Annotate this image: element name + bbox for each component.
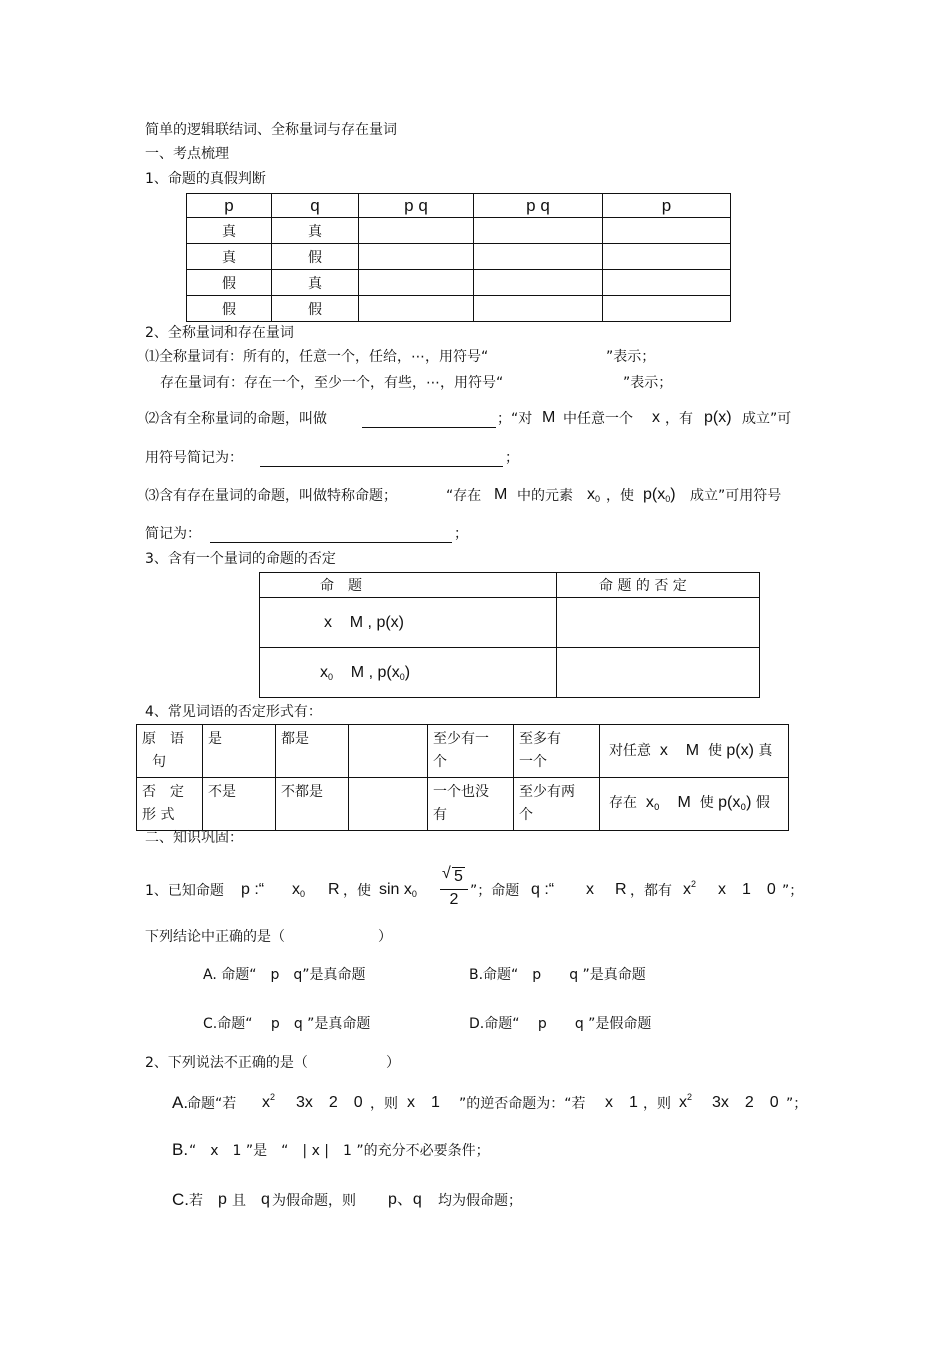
math-x: x (652, 409, 660, 426)
math-text: x 1 (407, 1094, 440, 1111)
math-text: x 1 0 (718, 881, 776, 898)
math-text: ) (746, 794, 752, 811)
cell-q: 假 (272, 244, 359, 270)
cell-text: 对任意 (609, 743, 651, 759)
text-fragment: 成立”可用符号 (690, 488, 782, 504)
subscript: 0 (300, 889, 306, 899)
option-b-text: “ x 1 ”是 “ | x | 1 ”的充分不必要条件； (189, 1143, 490, 1159)
text-fragment: 中任意一个 (563, 411, 633, 427)
text-fragment: ，使 (343, 883, 371, 899)
blank-cell (603, 244, 731, 270)
table-cell (428, 725, 514, 778)
existential-proposition-text: ⑶含有存在量词的命题，叫做特称命题； (145, 488, 397, 504)
cell-line: 至少有两 (519, 784, 575, 800)
universal-quantifier-line-end: ”表示； (606, 349, 656, 365)
header-negation: 命 题 的 否 定 (557, 573, 760, 598)
option-d: D.命题“ p q ”是假命题 (469, 1016, 652, 1032)
math-x: x (645, 794, 654, 811)
math-set-m: M (677, 794, 691, 811)
math-x-squared (262, 1094, 275, 1113)
text-fragment: 简记为： (145, 526, 201, 542)
math-text: M , p(x) (349, 613, 404, 631)
text-fragment: 用符号简记为： (145, 450, 243, 466)
math-p: p (218, 1191, 227, 1208)
header-p: p (187, 194, 272, 218)
math-set-r: R (328, 881, 340, 898)
math-text: p :“ (241, 881, 265, 898)
cell-text: 存在 (609, 795, 637, 811)
text-fragment: ，则 (370, 1096, 398, 1112)
blank-line (260, 466, 503, 467)
text-fragment: ； (505, 450, 519, 466)
cell-q: 真 (272, 218, 359, 244)
text-fragment: ；“对 (497, 411, 533, 427)
math-x: x (324, 613, 332, 631)
table-row (137, 725, 789, 778)
text-fragment: 为假命题，则 (272, 1193, 356, 1209)
fraction-denominator: 2 (440, 889, 468, 910)
existential-quantifier-line-end: ”表示； (623, 375, 673, 391)
question-1-prompt: 下列结论中正确的是（ (145, 929, 285, 945)
option-label: A. (172, 1093, 189, 1112)
blank-cell (359, 270, 474, 296)
text-fragment: 中的元素 (517, 488, 573, 504)
math-x: x (320, 663, 328, 681)
truth-table-row (187, 296, 731, 322)
text-fragment: “存在 (446, 488, 482, 504)
negation-table (259, 572, 760, 698)
doc-title: 简单的逻辑联结词、全称量词与存在量词 (145, 122, 397, 138)
cell-p: 真 (187, 218, 272, 244)
truth-table-header (187, 194, 731, 218)
math-x0 (587, 486, 600, 505)
table-cell: 不是 (203, 778, 276, 831)
text-fragment: ”； (782, 883, 804, 899)
existential-quantifier-line: 存在量词有：存在一个，至少一个，有些，⋯，用符号“ (160, 375, 504, 391)
math-px: p(x (718, 794, 741, 811)
cell-p: 真 (187, 244, 272, 270)
text-fragment: ，都有 (630, 883, 672, 899)
math-set-m: M (494, 486, 508, 503)
fraction-sqrt5-over-2 (440, 865, 468, 910)
superscript: 2 (687, 1092, 693, 1102)
text-fragment: ） (378, 929, 392, 945)
math-px: p(x) (704, 409, 732, 426)
math-q: q (261, 1191, 270, 1208)
cell-text: 使 (707, 743, 722, 759)
cell-line: 个 (433, 754, 447, 770)
common-negations-table (136, 724, 789, 831)
subscript: 0 (595, 494, 601, 504)
math-sin (379, 881, 417, 900)
cell-p: 假 (187, 296, 272, 322)
cell-line: 有 (433, 807, 447, 823)
blank-line (362, 427, 496, 428)
blank-cell (557, 598, 760, 648)
cell-text: 真 (758, 743, 773, 759)
header-p-and-q: p q (474, 194, 603, 218)
text-fragment: 命题“若 (187, 1096, 237, 1112)
table-cell: 是 (203, 725, 276, 778)
question-1-label: 1、已知命题 (145, 883, 224, 899)
table-cell: 都是 (276, 725, 349, 778)
cell-text: 假 (755, 795, 770, 811)
label-line: 形 式 (142, 807, 175, 823)
row-label-negation (137, 778, 203, 831)
math-text: 3x 2 0 (712, 1094, 779, 1111)
math-px: p(x) (726, 742, 754, 759)
subscript: 0 (328, 671, 334, 682)
blank-cell (474, 296, 603, 322)
header-p-or-q: p q (359, 194, 474, 218)
math-text: x 1 (605, 1094, 638, 1111)
label-line: 否 定 (142, 784, 184, 800)
blank-cell (557, 648, 760, 698)
blank-cell (349, 778, 428, 831)
math-x: x (659, 742, 668, 759)
cell-line: 一个 (519, 754, 547, 770)
row-label-original (137, 725, 203, 778)
universal-quantifier-line: ⑴全称量词有：所有的，任意一个，任给，⋯，用符号“ (145, 349, 489, 365)
subsection-2: 2、全称量词和存在量词 (145, 325, 294, 341)
math-x: x (586, 881, 594, 898)
existential-proposition-cell (260, 648, 557, 698)
blank-cell (603, 218, 731, 244)
text-fragment: 若 (189, 1193, 203, 1209)
math-text: p(x (643, 486, 666, 503)
cell-q: 真 (272, 270, 359, 296)
math-set-m: M (542, 409, 556, 426)
truth-table-row (187, 218, 731, 244)
math-text: 3x 2 0 (296, 1094, 363, 1111)
text-fragment: 且 (232, 1193, 246, 1209)
subsection-1: 1、命题的真假判断 (145, 171, 266, 187)
blank-cell (603, 296, 731, 322)
cell-line: 一个也没 (433, 784, 489, 800)
blank-cell (349, 725, 428, 778)
subscript: 0 (665, 494, 671, 504)
math-x-squared (679, 1094, 692, 1113)
blank-cell (603, 270, 731, 296)
math-x-squared (683, 881, 696, 900)
cell-q: 假 (272, 296, 359, 322)
subscript: 0 (653, 803, 660, 813)
truth-table (186, 193, 731, 322)
subsection-3: 3、含有一个量词的命题的否定 (145, 551, 336, 567)
superscript: 2 (270, 1092, 276, 1102)
header-q: q (272, 194, 359, 218)
table-cell (514, 725, 600, 778)
label-line: 原 语 (142, 731, 184, 747)
math-text: M , p(x (350, 663, 400, 681)
math-text: ) (404, 663, 411, 681)
option-label: C. (172, 1190, 189, 1209)
var-x: x (679, 1094, 687, 1111)
text-fragment: ”的逆否命题为：“若 (459, 1096, 586, 1112)
blank-cell (474, 218, 603, 244)
header-not-p: p (603, 194, 731, 218)
table-cell (514, 778, 600, 831)
table-cell (428, 778, 514, 831)
math-set-r: R (615, 881, 627, 898)
subscript: 0 (740, 803, 747, 813)
header-proposition: 命 题 (260, 573, 557, 598)
sqrt-icon: √ (442, 865, 451, 882)
option-label: B. (172, 1140, 189, 1159)
radicand: 5 (454, 868, 463, 885)
negation-table-header (260, 573, 760, 598)
text-fragment: ，使 (606, 488, 634, 504)
math-px0 (643, 486, 676, 505)
math-p-q: p、q (388, 1191, 422, 1208)
universal-proposition-text: ⑵含有全称量词的命题，叫做 (145, 411, 327, 427)
option-a: A. 命题“ p q”是真命题 (203, 967, 366, 983)
universal-proposition-cell (260, 598, 557, 648)
var-x: x (262, 1094, 270, 1111)
math-text: sin x (379, 881, 412, 898)
truth-table-row (187, 244, 731, 270)
text-fragment: ，有 (665, 411, 693, 427)
text-fragment: ，则 (643, 1096, 671, 1112)
table-cell: 不都是 (276, 778, 349, 831)
option-b: B.命题“ p q ”是真命题 (469, 967, 646, 983)
cell-line: 个 (519, 807, 533, 823)
table-row (137, 778, 789, 831)
math-set-m: M (685, 742, 700, 759)
negation-table-row (260, 648, 760, 698)
blank-line (210, 542, 452, 543)
var-x: x (587, 486, 595, 503)
blank-cell (474, 244, 603, 270)
section-heading-2: 二、知识巩固： (145, 830, 243, 846)
text-fragment: 成立”可 (742, 411, 792, 427)
math-text: ) (670, 486, 676, 503)
text-fragment: ”；命题 (470, 883, 520, 899)
table-cell-math (600, 778, 789, 831)
text-fragment: ”； (786, 1096, 808, 1112)
subscript: 0 (399, 671, 405, 682)
option-c: C.命题“ p q ”是真命题 (203, 1016, 371, 1032)
blank-cell (359, 244, 474, 270)
cell-line: 至多有 (519, 731, 561, 747)
math-x0 (292, 881, 305, 900)
truth-table-row (187, 270, 731, 296)
text-fragment: ； (454, 526, 468, 542)
cell-line: 至少有一 (433, 731, 489, 747)
blank-cell (474, 270, 603, 296)
label-line: 句 (152, 754, 166, 770)
negation-table-row (260, 598, 760, 648)
subscript: 0 (411, 889, 417, 899)
blank-cell (359, 218, 474, 244)
var-x: x (292, 881, 300, 898)
var-x: x (683, 881, 691, 898)
text-fragment: ） (386, 1055, 400, 1071)
fraction-numerator (440, 865, 468, 887)
question-2-label: 2、下列说法不正确的是（ (145, 1055, 308, 1071)
cell-text: 使 (699, 795, 714, 811)
superscript: 2 (691, 879, 697, 889)
text-fragment: 均为假命题； (438, 1193, 522, 1209)
blank-cell (359, 296, 474, 322)
subsection-4: 4、常见词语的否定形式有： (145, 704, 322, 720)
cell-p: 假 (187, 270, 272, 296)
section-heading-1: 一、考点梳理 (145, 146, 229, 162)
table-cell-math (600, 725, 789, 778)
math-text: q :“ (531, 881, 555, 898)
